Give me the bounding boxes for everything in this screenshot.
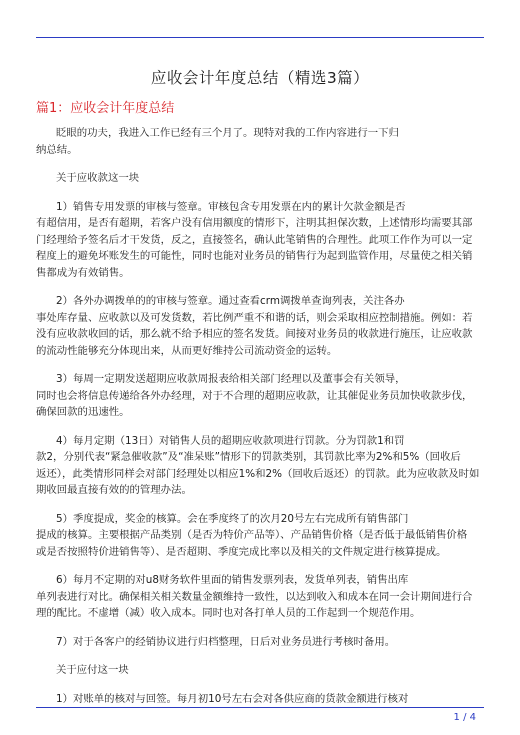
paragraph-line: 没有应收款收回的话，那么就不给予相应的签名发货。间接对业务员的收款进行施压，让应收款 [36,328,473,340]
paragraph-line: 理的配比。不虚增（减）收入成本。同时也对各打单人员的工作起到一个规范作用。 [36,607,421,619]
paragraph-line: 7）对于各客户的经销协议进行归档整理，日后对业务员进行考核时备用。 [56,635,396,648]
paragraph-line: 2）各外办调拨单的的审核与签章。通过查看crm调拨单查询列表，关注各办 [56,295,405,307]
paragraph-line: 返还），此类情形同样会对部门经理处以相应1%和2%（回收后返还）的罚款。此为应收款及时如 [36,467,480,480]
paragraph-line: 款2，分别代表“紧急催收款”及“准呆账”情形下的罚款类别，其罚款比率为2%和5%（回收后 [36,451,461,463]
paragraph-line: 关于应收款这一块 [56,172,140,184]
section-heading: 篇1：应收会计年度总结 [36,101,175,116]
paragraph-line: 1）销售专用发票的审核与签章。审核包含专用发票在内的累计欠款金额是否 [56,200,406,213]
paragraph-line: 事处库存量、应收款以及可发货数，若比例严重不和谐的话，则会采取相应控制措施。例如：若 [36,311,473,324]
top-rule [36,37,484,38]
paragraph-line: 的流动性能够充分体现出来，从而更好维持公司流动资金的运转。 [36,344,338,357]
paragraph-line: 期收回最直接有效的的管理办法。 [36,484,192,496]
paragraph-line: 程度上的避免坏账发生的可能性，同时也能对业务员的销售行为起到监管作用，尽量使之相关销 [36,250,473,262]
body-text [36,125,486,707]
paragraph-line: 6）每月不定期的对u8财务软件里面的销售发票列表，发货单列表，销售出库 [56,574,409,586]
paragraph-line: 纳总结。 [36,143,78,156]
paragraph-line: 眨眼的功夫，我进入工作已经有三个月了。现特对我的工作内容进行一下归 [56,127,399,139]
paragraph-line: 或是否按照特价进销售等）、是否超期、季度完成比率以及相关的文件规定进行核算提成。 [36,545,447,558]
paragraph-line: 有超信用，是否有超期，若客户没有信用额度的情形下，注明其担保次数，上述情形均需要其部 [36,217,473,229]
document-title: 应收会计年度总结（精选3篇） [150,69,370,87]
bottom-rule [36,707,484,708]
paragraph-line: 提成的核算。主要根据产品类别（是否为特价产品等）、产品销售价格（是否低于最低销售价格 [36,529,468,541]
paragraph-line: 3）每周一定期发送超期应收款周报表给相关部门经理以及董事会有关领导， [56,373,406,385]
paragraph-line: 单列表进行对比。确保相关相关数量金额维持一致性，以达到收入和成本在同一会计期间进行合 [36,590,473,603]
paragraph-line: 5）季度提成，奖金的核算。会在季度终了的次月20号左右完成所有销售部门 [56,512,409,525]
paragraph-line: 售都成为有效销售。 [36,266,130,279]
paragraph-line: 1）对账单的核对与回签。每月初10号左右会对各供应商的货款金额进行核对 [56,692,409,705]
paragraph-line: 确保回款的迅速性。 [36,406,130,418]
paragraph-line: 同时也会将信息传递给各外办经理，对于不合理的超期应收款，让其催促业务员加快收款步伐， [36,389,473,402]
paragraph-line: 关于应付这一块 [56,664,129,676]
paragraph-line: 4）每月定期（13日）对销售人员的超期应收款项进行罚款。分为罚款1和罚 [56,434,405,447]
page-number: 1 / 4 [453,712,476,723]
paragraph-line: 门经理给予签名后才干发货，反之，直接签名，确认此笔销售的合理性。此项工作作为可以一定 [36,233,473,246]
